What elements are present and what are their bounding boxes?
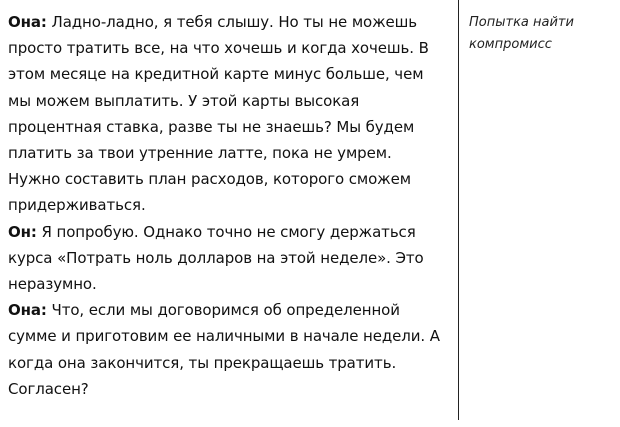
- dialogue-line-her-1: [8, 9, 448, 219]
- margin-note: Попытка найти компромисс: [469, 15, 574, 52]
- speaker-label: Он:: [8, 222, 37, 241]
- speech-text: Что, если мы договоримся об определенной сумме и приготовим ее наличными в начале недели. А когда она закончится, ты прекращаешь тратить. Согласен?: [8, 301, 440, 398]
- dialogue-line-him: [8, 219, 448, 298]
- speech-text: Ладно-ладно, я тебя слышу. Но ты не можешь просто тратить все, на что хочешь и когда хочешь. В этом месяце на кредитной карте минус больше, чем мы можем выплатить. У этой карты высокая процентная ставка, разве ты не знаешь? Мы будем платить за твои утренние латте, пока не умрем. Нужно составить план расходов, которого сможем придерживаться.: [8, 13, 429, 215]
- dialogue-column: [8, 9, 448, 402]
- speech-text: Я попробую. Однако точно не смогу держаться курса «Потрать ноль долларов на этой неделе». Это неразумно.: [8, 222, 424, 294]
- dialogue-line-her-2: [8, 297, 448, 402]
- speaker-label: Она:: [8, 13, 47, 31]
- column-divider: [458, 0, 459, 420]
- speaker-label: Она:: [8, 301, 47, 320]
